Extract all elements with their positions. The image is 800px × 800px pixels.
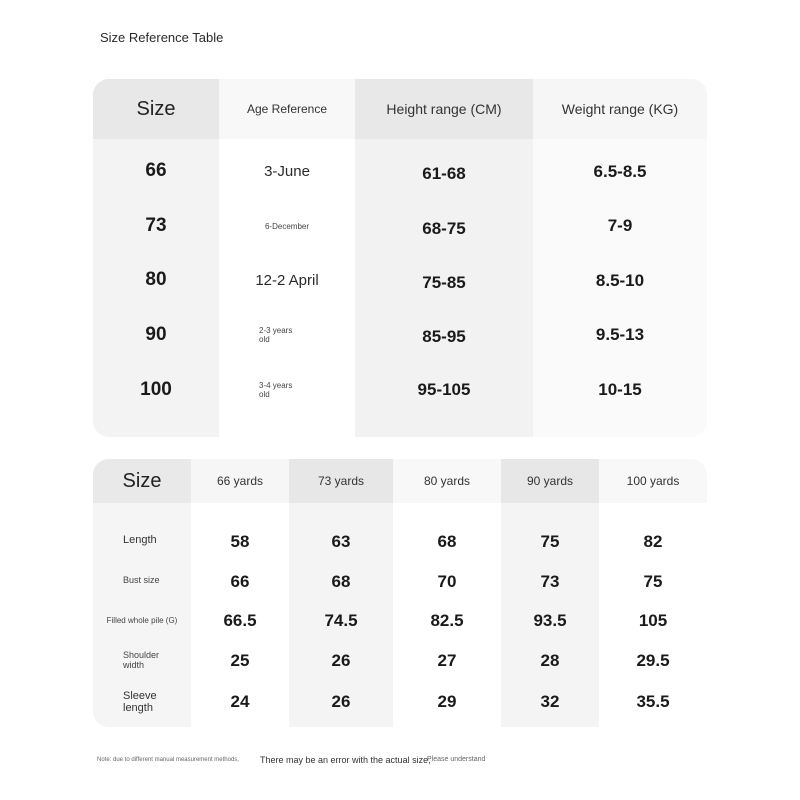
value-cell: 66.5 bbox=[223, 611, 257, 630]
size-73-header: 73 yards bbox=[289, 459, 393, 503]
size-column bbox=[93, 79, 219, 437]
height-cell: 68-75 bbox=[422, 219, 466, 238]
value-cell: 32 bbox=[540, 692, 560, 711]
age-column bbox=[219, 79, 355, 437]
size-73-column bbox=[289, 459, 393, 727]
height-header: Height range (CM) bbox=[355, 79, 533, 139]
footnote-part3: Please understand bbox=[427, 756, 486, 763]
age-cell: 12-2 April bbox=[255, 271, 319, 289]
size-cell: 80 bbox=[145, 269, 167, 290]
value-cell: 75 bbox=[540, 532, 560, 551]
value-cell: 105 bbox=[638, 611, 668, 630]
size-66-column bbox=[191, 459, 289, 727]
footnote-part2: There may be an error with the actual size, bbox=[260, 755, 431, 765]
value-cell: 29.5 bbox=[636, 651, 670, 670]
row-label: Bust size bbox=[123, 575, 160, 585]
value-cell: 35.5 bbox=[636, 692, 670, 711]
row-label: Sleeve length bbox=[123, 690, 157, 714]
age-header: Age Reference bbox=[219, 79, 355, 139]
weight-cell: 6.5-8.5 bbox=[593, 162, 647, 181]
value-cell: 68 bbox=[331, 572, 351, 591]
label-column bbox=[93, 459, 191, 727]
value-cell: 66 bbox=[230, 572, 250, 591]
row-label: Shoulder width bbox=[123, 650, 160, 670]
value-cell: 26 bbox=[331, 651, 351, 670]
weight-cell: 10-15 bbox=[598, 380, 642, 399]
value-cell: 63 bbox=[331, 532, 351, 551]
value-cell: 74.5 bbox=[324, 611, 358, 630]
value-cell: 28 bbox=[540, 651, 560, 670]
measurement-table bbox=[93, 459, 707, 727]
row-label: Length bbox=[123, 534, 157, 546]
page-title: Size Reference Table bbox=[100, 30, 224, 45]
age-cell: 3-June bbox=[264, 162, 310, 180]
value-cell: 82 bbox=[643, 532, 663, 551]
size-cell: 100 bbox=[140, 379, 172, 400]
weight-cell: 7-9 bbox=[607, 216, 633, 235]
value-cell: 58 bbox=[230, 532, 250, 551]
size-90-header: 90 yards bbox=[501, 459, 599, 503]
row-label: Filled whole pile (G) bbox=[106, 615, 178, 625]
size-cell: 90 bbox=[145, 324, 167, 345]
height-cell: 95-105 bbox=[417, 380, 471, 399]
size-cell: 66 bbox=[145, 160, 167, 181]
size-cell: 73 bbox=[145, 215, 167, 236]
size-reference-table bbox=[93, 79, 707, 437]
value-cell: 93.5 bbox=[533, 611, 567, 630]
value-cell: 27 bbox=[437, 651, 457, 670]
value-cell: 70 bbox=[437, 572, 457, 591]
weight-column bbox=[533, 79, 707, 437]
value-cell: 68 bbox=[437, 532, 457, 551]
weight-header: Weight range (KG) bbox=[533, 79, 707, 139]
age-cell: 3-4 years old bbox=[259, 381, 293, 399]
value-cell: 24 bbox=[230, 692, 250, 711]
value-cell: 73 bbox=[540, 572, 560, 591]
weight-cell: 8.5-10 bbox=[595, 271, 645, 290]
age-cell: 2-3 years old bbox=[259, 326, 293, 344]
footnote-part1: Note: due to different manual measurement methods, bbox=[97, 757, 239, 763]
size-66-header: 66 yards bbox=[191, 459, 289, 503]
height-cell: 75-85 bbox=[422, 273, 466, 292]
value-cell: 82.5 bbox=[430, 611, 464, 630]
size-header: Size bbox=[93, 79, 219, 139]
value-cell: 75 bbox=[643, 572, 663, 591]
size-header: Size bbox=[93, 459, 191, 503]
value-cell: 26 bbox=[331, 692, 351, 711]
age-cell: 6-December bbox=[264, 221, 309, 231]
size-100-column bbox=[599, 459, 707, 727]
weight-cell: 9.5-13 bbox=[595, 325, 645, 344]
size-80-column bbox=[393, 459, 501, 727]
size-80-header: 80 yards bbox=[393, 459, 501, 503]
height-cell: 61-68 bbox=[422, 164, 466, 183]
size-100-header: 100 yards bbox=[599, 459, 707, 503]
size-90-column bbox=[501, 459, 599, 727]
height-cell: 85-95 bbox=[422, 327, 466, 346]
height-column bbox=[355, 79, 533, 437]
value-cell: 25 bbox=[230, 651, 250, 670]
value-cell: 29 bbox=[437, 692, 457, 711]
